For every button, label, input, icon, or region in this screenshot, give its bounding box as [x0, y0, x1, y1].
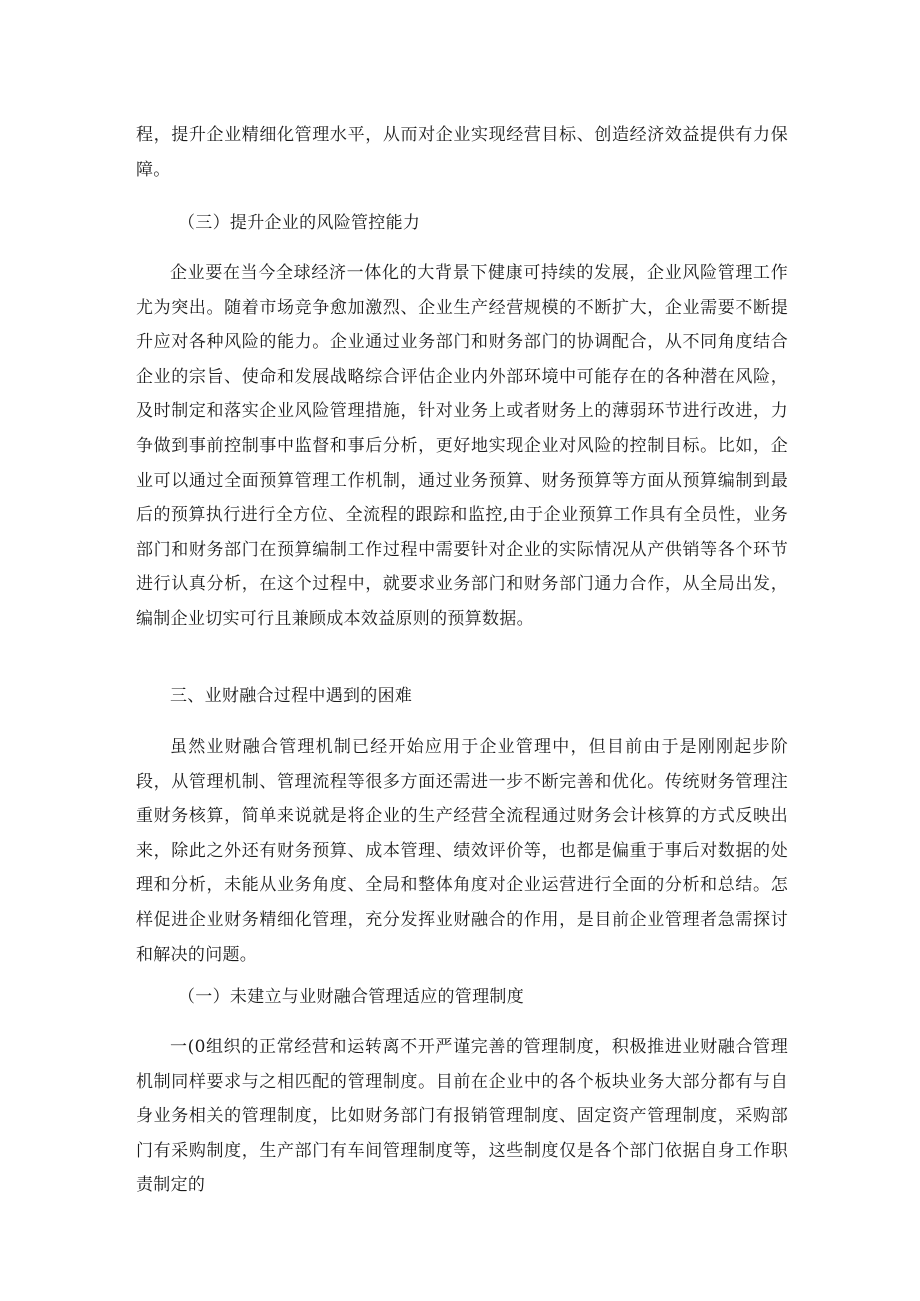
section-heading-difficulties: 三、业财融合过程中遇到的困难 [170, 686, 413, 706]
section-heading-risk-control: （三）提升企业的风险管控能力 [178, 213, 421, 233]
paragraph-3: 虽然业财融合管理机制已经开始应用于企业管理中，但目前由于是刚刚起步阶段，从管理机制、管理流程等很多方面还需进一步不断完善和优化。传统财务管理注重财务核算，简单来说就是将企业的生产经营全流程通过财务会计核算的方式反映出来，除此之外还有财务预算、成本管理、绩效评价等，也都是偏重于事后对数据的处理和分析，未能从业务角度、全局和整体角度对企业运营进行全面的分析和总结。怎样促进企业财务精细化管理，充分发挥业财融合的作用，是目前企业管理者急需探讨和解决的问题。 [136, 737, 788, 965]
section-heading-management-system: （一）未建立与业财融合管理适应的管理制度 [178, 987, 524, 1007]
paragraph-4: 一(0组织的正常经营和运转离不开严谨完善的管理制度，积极推进业财融合管理机制同样要求与之相匹配的管理制度。目前在企业中的各个板块业务大部分都有与自身业务相关的管理制度，比如财务部门有报销管理制度、固定资产管理制度，采购部门有采购制度，生产部门有车间管理制度等，这些制度仅是各个部门依据自身工作职责制定的 [136, 1037, 788, 1196]
paragraph-2: 企业要在当今全球经济一体化的大背景下健康可持续的发展，企业风险管理工作尤为突出。随着市场竞争愈加激烈、企业生产经营规模的不断扩大，企业需要不断提升应对各种风险的能力。企业通过业务部门和财务部门的协调配合，从不同角度结合企业的宗旨、使命和发展战略综合评估企业内外部环境中可能存在的各种潜在风险，及时制定和落实企业风险管理措施，针对业务上或者财务上的薄弱环节进行改进，力争做到事前控制事中监督和事后分析，更好地实现企业对风险的控制目标。比如，企业可以通过全面预算管理工作机制，通过业务预算、财务预算等方面从预算编制到最后的预算执行进行全方位、全流程的跟踪和监控,由于企业预算工作具有全员性，业务部门和财务部门在预算编制工作过程中需要针对企业的实际情况从产供销等各个环节进行认真分析，在这个过程中，就要求业务部门和财务部门通力合作，从全局出发，编制企业切实可行且兼顾成本效益原则的预算数据。 [136, 263, 788, 629]
paragraph-1: 程，提升企业精细化管理水平，从而对企业实现经营目标、创造经济效益提供有力保障。 [136, 125, 788, 180]
